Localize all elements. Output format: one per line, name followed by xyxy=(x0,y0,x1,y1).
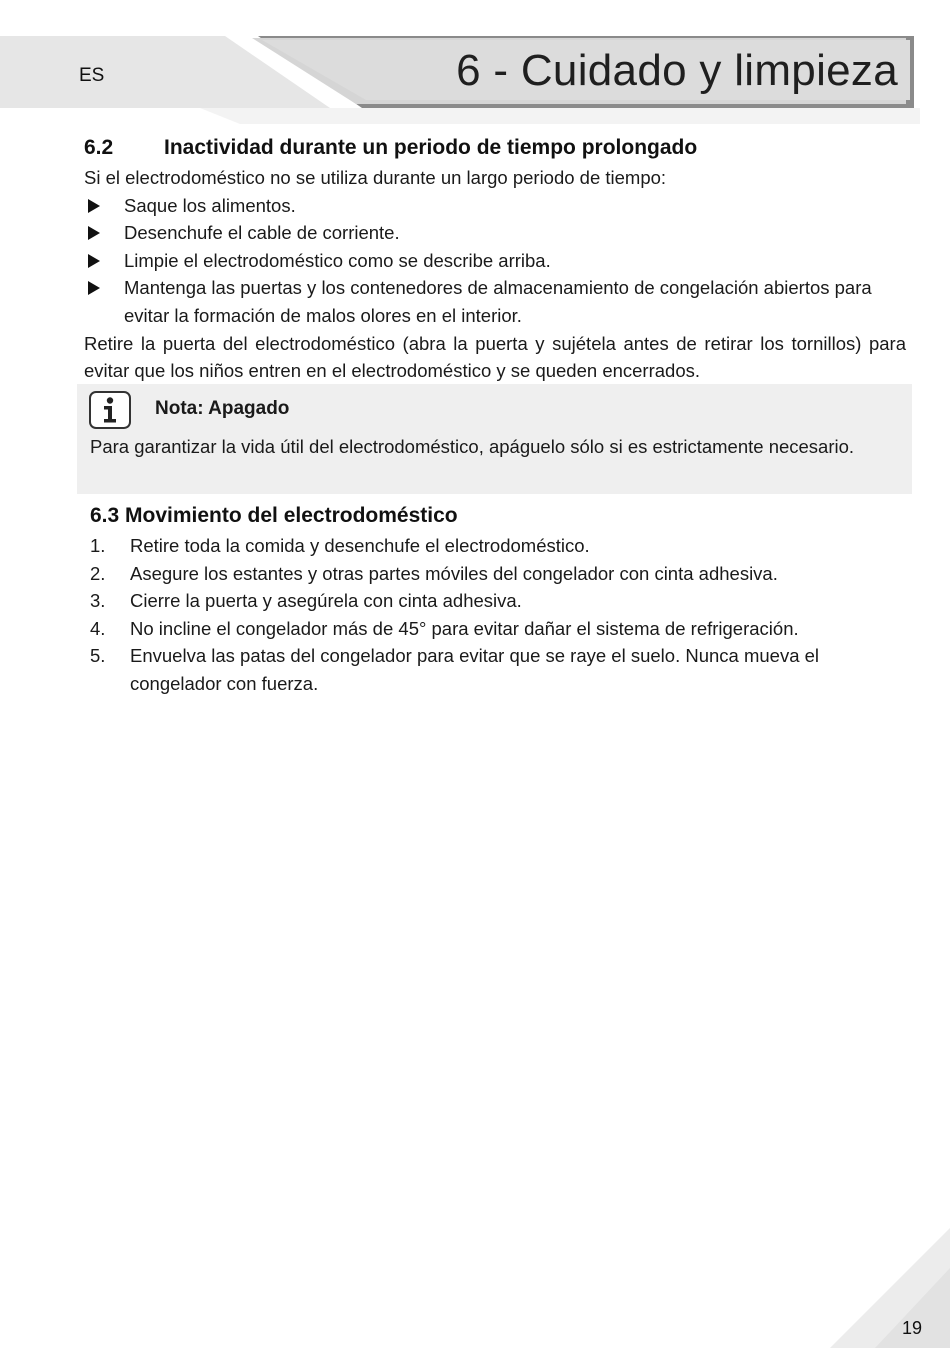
chapter-title: 6 - Cuidado y limpieza xyxy=(456,46,898,95)
intro-paragraph: Si el electrodoméstico no se utiliza durante un largo periodo de tiempo: xyxy=(84,167,667,188)
list-item: 3. Cierre la puerta y asegúrela con cinta adhesiva. xyxy=(90,590,522,612)
list-item: Saque los alimentos. xyxy=(84,192,906,220)
section-heading xyxy=(84,132,906,164)
list-item: 5. Envuelva las patas del congelador para evitar que se raye el suelo. Nunca mueva el congelador con fuerza. xyxy=(90,645,820,694)
list-item: 2. Asegure los estantes y otras partes móviles del congelador con cinta adhesiva. xyxy=(90,562,778,584)
list-item: 4. No incline el congelador más de 45° para evitar dañar el sistema de refrigeración. xyxy=(90,617,799,639)
steps-list xyxy=(90,532,905,698)
note-title: Nota: Apagado xyxy=(155,398,290,419)
bullet-arrow-icon xyxy=(88,254,100,268)
section-number: 6.2 xyxy=(84,136,114,159)
page-number: 19 xyxy=(902,1318,923,1338)
door-removal-paragraph: Retire la puerta del electrodoméstico (abra la puerta y sujétela antes de retirar los tornillos) para evitar que los niños entren en el electrodoméstico y se queden encerrados. xyxy=(84,332,906,382)
note-text: Para garantizar la vida útil del electrodoméstico, apáguelo sólo si es estrictamente necesario. xyxy=(90,436,855,457)
corner-decoration xyxy=(820,1228,950,1348)
bullet-arrow-icon xyxy=(88,281,100,295)
list-item: Limpie el electrodoméstico como se describe arriba. xyxy=(84,247,906,275)
info-icon xyxy=(89,391,131,429)
bullet-list xyxy=(84,192,906,330)
bullet-arrow-icon xyxy=(88,199,100,213)
note-box xyxy=(77,384,912,494)
section-6-3 xyxy=(90,500,905,698)
section-heading: 6.3 Movimiento del electrodoméstico xyxy=(90,504,458,527)
bullet-arrow-icon xyxy=(88,226,100,240)
list-item: Desenchufe el cable de corriente. xyxy=(84,219,906,247)
list-item: 1. Retire toda la comida y desenchufe el electrodoméstico. xyxy=(90,535,590,556)
language-code: ES xyxy=(79,65,105,86)
section-title: Inactividad durante un periodo de tiempo prolongado xyxy=(164,136,698,159)
section-6-2 xyxy=(84,132,906,385)
list-item: Mantenga las puertas y los contenedores de almacenamiento de congelación abiertos para evitar la formación de malos olores en el interior. xyxy=(84,274,906,329)
